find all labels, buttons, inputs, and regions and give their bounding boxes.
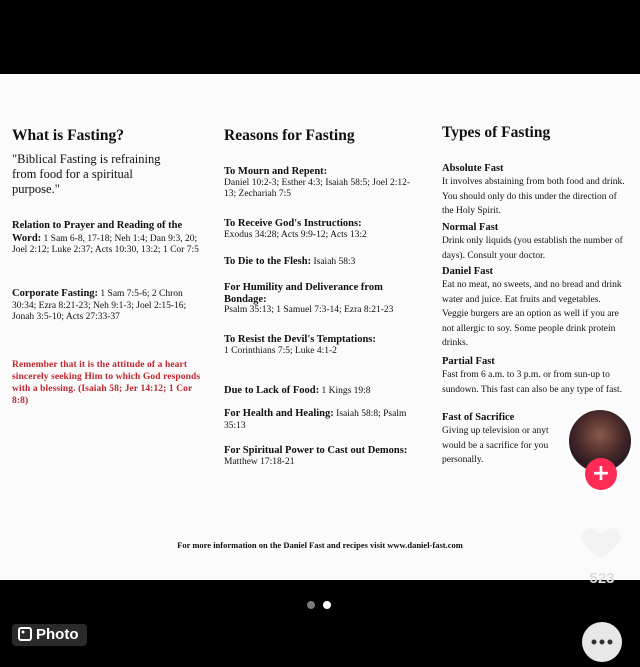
fast-type-description: It involves abstaining from both food and drink. You should only do this under the direction of the Holy Spirit. (442, 177, 625, 216)
follow-plus-icon[interactable]: + (585, 458, 617, 490)
relation-heading: Relation to Prayer and Reading of the Word: (12, 220, 183, 244)
document-footer: For more information on the Daniel Fast and recipes visit www.daniel-fast.com (177, 540, 463, 550)
reason-item (224, 408, 420, 432)
fast-type-heading: Normal Fast (442, 222, 499, 233)
reason-references: Isaiah 58:3 (313, 257, 356, 267)
reason-references: Daniel 10:2-3; Esther 4:3; Isaiah 58:5; Joel 2:12-13; Zechariah 7:5 (224, 177, 411, 199)
reason-item (224, 385, 420, 398)
reason-heading: For Health and Healing: (224, 408, 334, 419)
fast-type-item (442, 355, 628, 397)
fast-type-item (442, 265, 628, 351)
fast-type-description: Giving up television or anyt would be a sacrifice for you personally. (442, 426, 549, 465)
reasons-title: Reasons for Fasting (224, 127, 355, 144)
fast-type-heading: Absolute Fast (442, 163, 504, 174)
reason-heading: To Mourn and Repent: (224, 166, 328, 177)
fast-type-description: Fast from 6 a.m. to 3 p.m. or from sun-up to sundown. This fast can also be any type of fast. (442, 370, 623, 395)
what-is-fasting-title: What is Fasting? (12, 127, 124, 144)
relation-references: 1 Sam 6-8, 17-18; Neh 1:4; Dan 9:3, 20; Joel 2:12; Luke 2:37; Acts 10:30, 13:2; 1 Cor 7:5 (12, 233, 199, 255)
reason-references: Matthew 17:18-21 (224, 456, 295, 467)
reason-heading: Due to Lack of Food: (224, 385, 320, 396)
reason-item (224, 166, 420, 201)
remember-note: Remember that it is the attitude of a heart sincerely seeking Him to which God responds with a blessing. (Isaiah 58; Jer 14:12; 1 Cor 8:8) (12, 360, 201, 406)
reason-heading: To Die to the Flesh: (224, 256, 312, 267)
reason-item (224, 445, 420, 468)
reason-heading: For Humility and Deliverance from Bondage: (224, 282, 383, 305)
fast-type-item (442, 162, 628, 219)
like-heart-icon[interactable] (579, 520, 623, 564)
reason-heading: To Resist the Devil's Temptations: (224, 334, 376, 345)
like-count: 523 (589, 570, 615, 587)
corporate-heading: Corporate Fasting: (12, 288, 99, 299)
reason-heading: To Receive God's Instructions: (224, 218, 362, 229)
reason-item (224, 282, 420, 317)
relation-block (12, 220, 202, 257)
reason-heading: For Spiritual Power to Cast out Demons: (224, 445, 408, 456)
fast-type-heading: Daniel Fast (442, 266, 494, 277)
fast-type-item (442, 221, 628, 263)
corporate-block (12, 288, 192, 324)
photo-icon (18, 627, 32, 641)
reason-references: 1 Corinthians 7:5; Luke 4:1-2 (224, 345, 337, 356)
carousel-dot-active[interactable] (323, 601, 331, 609)
corporate-references: 1 Sam 7:5-6; 2 Chron 30:34; Ezra 8:21-23; Neh 9:1-3; Joel 2:15-16; Jonah 3:5-10; Acts 27:33-37 (12, 289, 187, 322)
reason-references: Exodus 34:28; Acts 9:9-12; Acts 13:2 (224, 229, 367, 240)
reason-item (224, 334, 420, 357)
photo-label: Photo (36, 626, 79, 643)
reason-references: Isaiah 58:8; Psalm 35:13 (224, 409, 407, 431)
carousel-dot[interactable] (307, 601, 315, 609)
fast-type-heading: Fast of Sacrifice (442, 412, 515, 423)
reason-references: 1 Kings 19:8 (321, 386, 371, 396)
types-title: Types of Fasting (442, 124, 551, 141)
fasting-definition-quote: "Biblical Fasting is refraining from food for a spiritual purpose." (12, 152, 161, 196)
reason-item (224, 256, 420, 269)
more-options-button[interactable] (582, 622, 622, 662)
document-image (0, 74, 640, 580)
fast-type-description: Drink only liquids (you establish the number of days). Consult your doctor. (442, 236, 623, 261)
fast-type-heading: Partial Fast (442, 356, 495, 367)
reason-references: Psalm 35:13; 1 Samuel 7:3-14; Ezra 8:21-23 (224, 305, 394, 315)
fast-type-item (442, 411, 566, 468)
fast-type-description: Eat no meat, no sweets, and no bread and drink water and juice. Eat fruits and vegetables. Veggie burgers are an option as well if you are not allergic to soy. Some people drink protein drinks. (442, 280, 622, 348)
photo-mode-badge (12, 624, 87, 646)
reason-item (224, 218, 420, 241)
carousel-indicator (307, 596, 339, 614)
ellipsis-icon (582, 622, 622, 662)
